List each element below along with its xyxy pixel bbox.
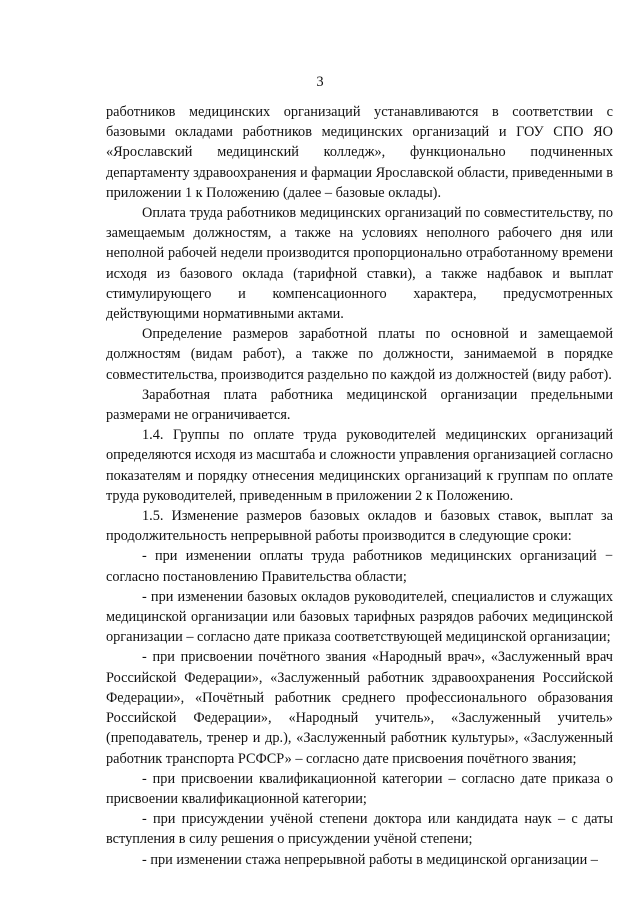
document-body [106,102,613,870]
paragraph: 1.4. Группы по оплате труда руководителей медицинских организаций определяются исходя из масштаба и сложности управления организацией согласно показателям и порядку отнесения медицинских организаций к группам по оплате труда руководителей, приведенным в приложении 2 к Положению. [106,427,613,504]
paragraph: работников медицинских организаций устанавливаются в соответствии с базовыми окладами работников медицинских организаций и ГОУ СПО ЯО «Ярославский медицинский колледж», функционально подчиненных департаменту здравоохранения и фармации Ярославской области, приведенными в приложении 1 к Положению (далее – базовые оклады). [106,104,613,201]
paragraph: Оплата труда работников медицинских организаций по совместительству, по замещаемым должностям, а также на условиях неполного рабочего дня или неполной рабочей недели производится пропорционально отработанному времени исходя из базового оклада (тарифной ставки), а также надбавок и выплат стимулирующего и компенсационного характера, предусмотренных действующими нормативными актами. [106,205,613,323]
list-item: - при присвоении квалификационной категории – согласно дате приказа о присвоении квалификационной категории; [106,770,613,807]
paragraph: Заработная плата работника медицинской организации предельными размерами не ограничивается. [106,386,613,424]
list-item: - при изменении базовых окладов руководителей, специалистов и служащих медицинской организации или базовых тарифных разрядов рабочих медицинской организации – согласно дате приказа соответствующей медицинской организации; [106,588,613,646]
list-item: - при присвоении почётного звания «Народный врач», «Заслуженный врач Российской Федерации», «Заслуженный работник здравоохранения Российской Федерации», «Почётный работник среднего профессионального образования Российской Федерации», «Народный учитель», «Заслуженный учитель» (преподаватель, тренер и др.), «Заслуженный работник культуры», «Заслуженный работник транспорта РСФСР» – согласно дате присвоения почётного звания; [106,649,613,767]
list-item: - при присуждении учёной степени доктора или кандидата наук – с даты вступления в силу решения о присуждении учёной степени; [106,811,613,848]
paragraph: Определение размеров заработной платы по основной и замещаемой должностям (видам работ), а также по должности, занимаемой в порядке совместительства, производится раздельно по каждой из должностей (виду работ). [106,326,613,383]
list-item: - при изменении оплаты труда работников медицинских организаций − согласно постановлению Правительства области; [106,548,613,585]
page-number: 3 [316,74,324,90]
list-item: - при изменении стажа непрерывной работы в медицинской организации – [142,851,598,868]
paragraph: 1.5. Изменение размеров базовых окладов и базовых ставок, выплат за продолжительность непрерывной работы производится в следующие сроки: [106,508,613,545]
